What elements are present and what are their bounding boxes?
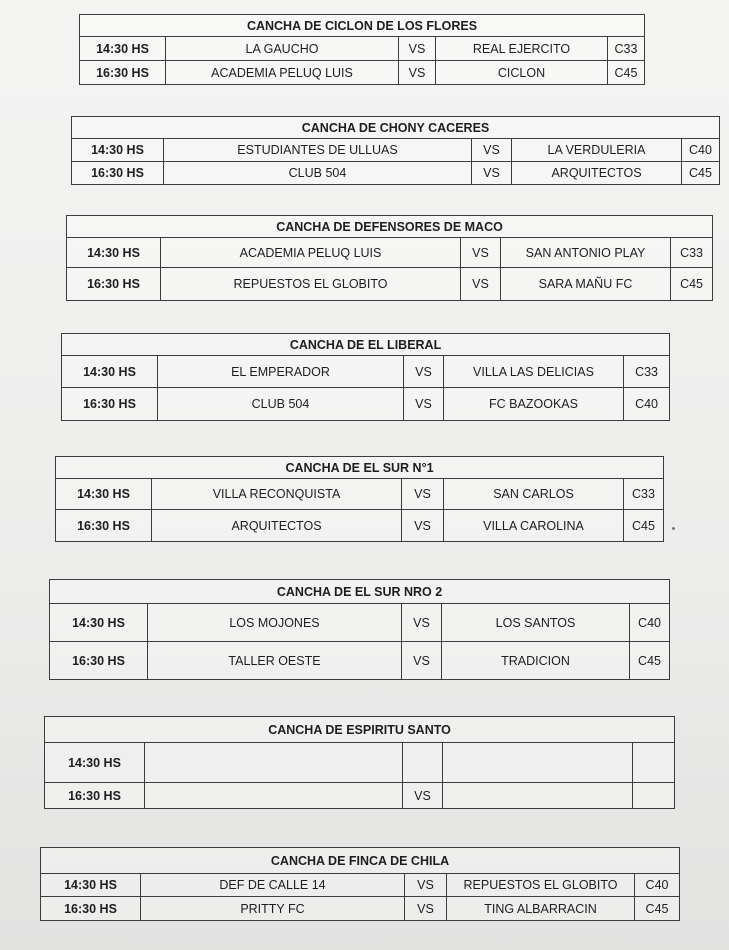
match-time: 16:30 HS (50, 642, 148, 680)
match-code: C45 (630, 642, 670, 680)
match-time: 14:30 HS (62, 356, 158, 388)
away-team: LA VERDULERIA (512, 139, 682, 162)
table-row (72, 162, 720, 185)
away-team: ARQUITECTOS (512, 162, 682, 185)
table-row (45, 743, 675, 783)
home-team: VILLA RECONQUISTA (152, 479, 402, 510)
home-team: DEF DE CALLE 14 (141, 874, 405, 897)
home-team: PRITTY FC (141, 897, 405, 921)
match-time: 16:30 HS (56, 510, 152, 542)
vs-label: VS (403, 783, 443, 809)
table-row (50, 604, 670, 642)
table-row (62, 356, 670, 388)
vs-label: VS (472, 139, 512, 162)
match-time: 16:30 HS (80, 61, 166, 85)
match-time: 16:30 HS (41, 897, 141, 921)
vs-label: VS (461, 238, 501, 268)
away-team: SAN CARLOS (444, 479, 624, 510)
away-team (443, 743, 633, 783)
home-team: ESTUDIANTES DE ULLUAS (164, 139, 472, 162)
vs-label: VS (405, 897, 447, 921)
schedule-block-liberal (61, 333, 670, 421)
block-title: CANCHA DE EL SUR N°1 (56, 457, 664, 479)
vs-label: VS (404, 356, 444, 388)
away-team: LOS SANTOS (442, 604, 630, 642)
vs-label: VS (399, 37, 436, 61)
match-time: 14:30 HS (67, 238, 161, 268)
away-team: VILLA CAROLINA (444, 510, 624, 542)
match-code (633, 783, 675, 809)
vs-label: VS (472, 162, 512, 185)
away-team: TING ALBARRACIN (447, 897, 635, 921)
match-code: C33 (671, 238, 713, 268)
match-code: C40 (624, 388, 670, 421)
match-time: 14:30 HS (50, 604, 148, 642)
match-code: C40 (630, 604, 670, 642)
block-title: CANCHA DE ESPIRITU SANTO (45, 717, 675, 743)
match-time: 14:30 HS (80, 37, 166, 61)
match-code: C45 (608, 61, 645, 85)
vs-label: VS (402, 642, 442, 680)
away-team: VILLA LAS DELICIAS (444, 356, 624, 388)
match-code (633, 743, 675, 783)
vs-label: VS (402, 479, 444, 510)
table-row (45, 783, 675, 809)
table-row (50, 642, 670, 680)
away-team: FC BAZOOKAS (444, 388, 624, 421)
block-title: CANCHA DE DEFENSORES DE MACO (67, 216, 713, 238)
table-row (72, 139, 720, 162)
home-team: CLUB 504 (164, 162, 472, 185)
match-time: 16:30 HS (62, 388, 158, 421)
home-team: REPUESTOS EL GLOBITO (161, 268, 461, 301)
match-code: C40 (682, 139, 720, 162)
match-time: 14:30 HS (72, 139, 164, 162)
match-time: 16:30 HS (72, 162, 164, 185)
table-row (41, 874, 680, 897)
vs-label: VS (402, 604, 442, 642)
match-code: C33 (608, 37, 645, 61)
home-team: EL EMPERADOR (158, 356, 404, 388)
away-team: TRADICION (442, 642, 630, 680)
vs-label: VS (461, 268, 501, 301)
home-team: LA GAUCHO (166, 37, 399, 61)
away-team (443, 783, 633, 809)
vs-label: VS (399, 61, 436, 85)
match-code: C33 (624, 479, 664, 510)
match-time: 14:30 HS (56, 479, 152, 510)
table-row (80, 61, 645, 85)
vs-label: VS (402, 510, 444, 542)
match-time: 14:30 HS (41, 874, 141, 897)
away-team: SARA MAÑU FC (501, 268, 671, 301)
schedule-block-finca-de-chila (40, 847, 680, 921)
vs-label: VS (404, 388, 444, 421)
schedule-block-espiritu-santo (44, 716, 675, 809)
block-title: CANCHA DE FINCA DE CHILA (41, 848, 680, 874)
table-row (41, 897, 680, 921)
home-team (145, 743, 403, 783)
away-team: REAL EJERCITO (436, 37, 608, 61)
block-title: CANCHA DE CHONY CACERES (72, 117, 720, 139)
table-row (67, 268, 713, 301)
match-code: C45 (635, 897, 680, 921)
block-title: CANCHA DE CICLON DE LOS FLORES (80, 15, 645, 37)
vs-label: VS (405, 874, 447, 897)
home-team: ACADEMIA PELUQ LUIS (161, 238, 461, 268)
match-code: C45 (624, 510, 664, 542)
match-code: C33 (624, 356, 670, 388)
scan-speck (672, 527, 675, 530)
home-team (145, 783, 403, 809)
vs-label (403, 743, 443, 783)
table-row (62, 388, 670, 421)
match-time: 16:30 HS (45, 783, 145, 809)
match-code: C45 (682, 162, 720, 185)
match-code: C45 (671, 268, 713, 301)
schedule-block-chony (71, 116, 720, 185)
table-row (56, 479, 664, 510)
schedule-block-maco (66, 215, 713, 301)
away-team: SAN ANTONIO PLAY (501, 238, 671, 268)
schedule-block-sur-1 (55, 456, 664, 542)
home-team: CLUB 504 (158, 388, 404, 421)
home-team: ARQUITECTOS (152, 510, 402, 542)
block-title: CANCHA DE EL LIBERAL (62, 334, 670, 356)
home-team: ACADEMIA PELUQ LUIS (166, 61, 399, 85)
schedule-block-ciclon (79, 14, 645, 85)
match-time: 14:30 HS (45, 743, 145, 783)
away-team: REPUESTOS EL GLOBITO (447, 874, 635, 897)
home-team: LOS MOJONES (148, 604, 402, 642)
schedule-block-sur-2 (49, 579, 670, 680)
away-team: CICLON (436, 61, 608, 85)
match-code: C40 (635, 874, 680, 897)
block-title: CANCHA DE EL SUR NRO 2 (50, 580, 670, 604)
table-row (67, 238, 713, 268)
home-team: TALLER OESTE (148, 642, 402, 680)
match-time: 16:30 HS (67, 268, 161, 301)
table-row (80, 37, 645, 61)
table-row (56, 510, 664, 542)
